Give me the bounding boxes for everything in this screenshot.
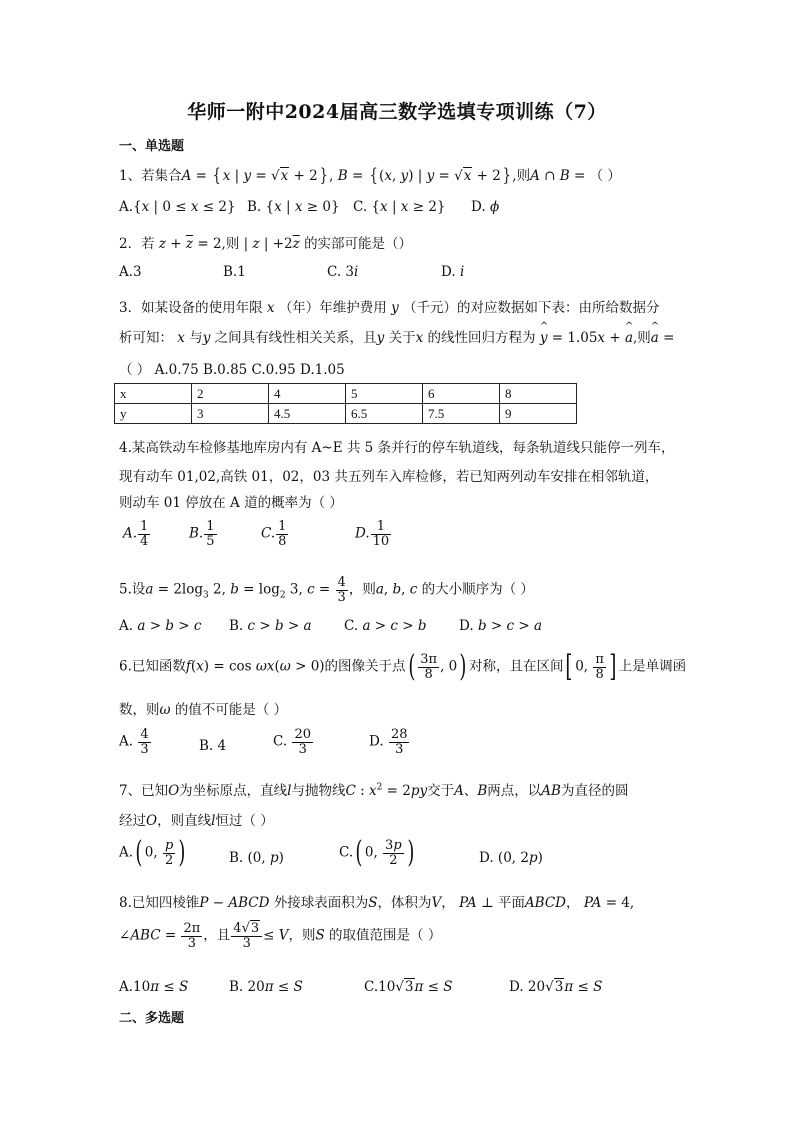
q4-option-a[interactable]: A. $\frac{1}{4}$ bbox=[123, 519, 149, 549]
q5-stem: 5.设$a = 2\log_3$ 2, $b = \log_2 3$, c = $\frac{4}{3}$ ，则a, b, c 的大小顺序为（ ） bbox=[119, 575, 534, 605]
section-heading-multi-choice: 二、多选题 bbox=[119, 1011, 185, 1026]
q8-option-d[interactable]: D. 20√3π ≤ S bbox=[509, 979, 603, 995]
q7-line2: 经过O，则直线l恒过（ ） bbox=[119, 813, 274, 829]
table-cell: y bbox=[115, 404, 192, 424]
q7-option-a[interactable]: A.( 0, $\frac{p}{2}$ ) bbox=[119, 835, 186, 870]
q3-line2: 析可知： x 与y 之间具有线性相关关系，且y 关于x 的线性回归方程为 ^ y = 1.05x + ^ a,则^ a = bbox=[119, 326, 674, 346]
q1-options bbox=[119, 199, 679, 221]
q1-stem-end: （ ） bbox=[589, 168, 621, 184]
q5-option-a[interactable]: A. a > b > c bbox=[119, 618, 202, 634]
q7-option-d[interactable]: D. (0, 2p) bbox=[479, 850, 543, 866]
q7-option-c[interactable]: C.( 0, $\frac{3p}{2}$ ) bbox=[339, 835, 415, 870]
table-cell: x bbox=[115, 384, 192, 404]
q4-line2: 现有动车 01,02,高铁 01，02，03 共五列车入库检修，若已知两列动车安排在相邻轨道， bbox=[119, 469, 659, 485]
q6-line1: 6.已知函数f(x) = cos ωx(ω > 0)的图像关于点( $\frac{3\pi}{8}$ , 0) 对称，且在区间[ 0, $\frac{\pi}{8}$ ] 上是单调函 bbox=[119, 649, 687, 684]
q6-line2: 数，则ω 的值不可能是（ ） bbox=[119, 702, 288, 718]
q4-option-c[interactable]: C. $\frac{1}{8}$ bbox=[261, 519, 287, 549]
q6-option-c[interactable]: C. $\frac{20}{3}$ bbox=[273, 727, 311, 757]
q1-option-c[interactable]: C. {x | x ≥ 2} bbox=[353, 199, 446, 215]
section-heading-single-choice: 一、单选题 bbox=[119, 139, 185, 154]
q2-option-b[interactable]: B.1 bbox=[223, 264, 246, 280]
table-cell: 2 bbox=[192, 384, 269, 404]
q3-data-table bbox=[114, 383, 577, 424]
q5-options bbox=[119, 618, 679, 640]
table-cell: 7.5 bbox=[423, 404, 500, 424]
table-cell: 5 bbox=[346, 384, 423, 404]
q2-stem: 2．若 $z + \overline{z} = 2$,则 | z | $+2\overline{z}$ 的实部可能是（） bbox=[119, 236, 413, 252]
q8-option-b[interactable]: B. 20π ≤ S bbox=[229, 979, 303, 995]
q2-option-a[interactable]: A.3 bbox=[119, 264, 142, 280]
q7-options bbox=[119, 835, 679, 870]
q6-option-a[interactable]: A. $\frac{4}{3}$ bbox=[119, 727, 149, 757]
q1-stem: 1、若集合A = { x | y = √x + 2} , B = { (x, y) | y = √x + 2} ,则A ∩ B = （ ） bbox=[119, 165, 621, 186]
q8-line1: 8.已知四棱锥P − ABCD 外接球表面积为S，体积为V， PA ⊥ 平面ABCD， PA = 4, bbox=[119, 895, 635, 911]
table-cell: 6.5 bbox=[346, 404, 423, 424]
page-title: 华师一附中2024届高三数学选填专项训练（7） bbox=[187, 101, 607, 123]
q1-stem-suffix: 则 bbox=[516, 168, 531, 184]
q1-option-a[interactable]: A.{x | 0 ≤ x ≤ 2} bbox=[119, 199, 236, 215]
q5-option-d[interactable]: D. b > c > a bbox=[459, 618, 543, 634]
q4-line1: 4.某高铁动车检修基地库房内有 A~E 共 5 条并行的停车轨道线，每条轨道线只能停一列车， bbox=[119, 440, 675, 456]
table-row bbox=[115, 404, 577, 424]
q1-option-d[interactable]: D. ϕ bbox=[471, 199, 500, 215]
table-cell: 3 bbox=[192, 404, 269, 424]
q8-options bbox=[119, 979, 679, 1001]
q7-option-b[interactable]: B. (0, p) bbox=[229, 850, 284, 866]
q6-option-d[interactable]: D. $\frac{28}{3}$ bbox=[369, 727, 408, 757]
q4-option-d[interactable]: D. $\frac{1}{10}$ bbox=[355, 519, 390, 549]
q8-option-c[interactable]: C.10√3π ≤ S bbox=[364, 979, 453, 995]
q7-line1: 7、已知O为坐标原点，直线l与抛物线C : $x^2 = 2py$交于A、B两点，以AB为直径的圆 bbox=[119, 782, 629, 799]
q5-option-b[interactable]: B. c > b > a bbox=[229, 618, 312, 634]
q5-option-c[interactable]: C. a > c > b bbox=[344, 618, 427, 634]
q8-line2: ∠ABC = $\frac{2\pi}{3}$ ，且 $\frac{4√3}{3}$ ≤ V，则S 的取值范围是（ ） bbox=[119, 921, 442, 951]
q8-option-a[interactable]: A.10π ≤ S bbox=[119, 979, 189, 995]
q2-options bbox=[119, 264, 679, 286]
table-cell: 8 bbox=[500, 384, 577, 404]
q3-line3: （ ） A.0.75 B.0.85 C.0.95 D.1.05 bbox=[119, 362, 345, 378]
table-cell: 4 bbox=[269, 384, 346, 404]
q3-line1: 3．如某设备的使用年限 x （年）年维护费用 y （千元）的对应数据如下表：由所给数据分 bbox=[119, 300, 660, 316]
q4-option-b[interactable]: B. $\frac{1}{5}$ bbox=[189, 519, 215, 549]
q4-line3: 则动车 01 停放在 A 道的概率为（ ） bbox=[119, 495, 343, 511]
table-cell: 6 bbox=[423, 384, 500, 404]
table-cell: 4.5 bbox=[269, 404, 346, 424]
q2-option-c[interactable]: C. 3i bbox=[327, 264, 359, 280]
q1-stem-prefix: 1、若集合 bbox=[119, 168, 182, 184]
q6-options bbox=[119, 727, 679, 757]
q6-option-b[interactable]: B. 4 bbox=[199, 738, 227, 754]
q2-option-d[interactable]: D. i bbox=[441, 264, 465, 280]
table-row bbox=[115, 384, 577, 404]
q4-options bbox=[119, 519, 679, 549]
q1-option-b[interactable]: B. {x | x ≥ 0} bbox=[247, 199, 340, 215]
table-cell: 9 bbox=[500, 404, 577, 424]
